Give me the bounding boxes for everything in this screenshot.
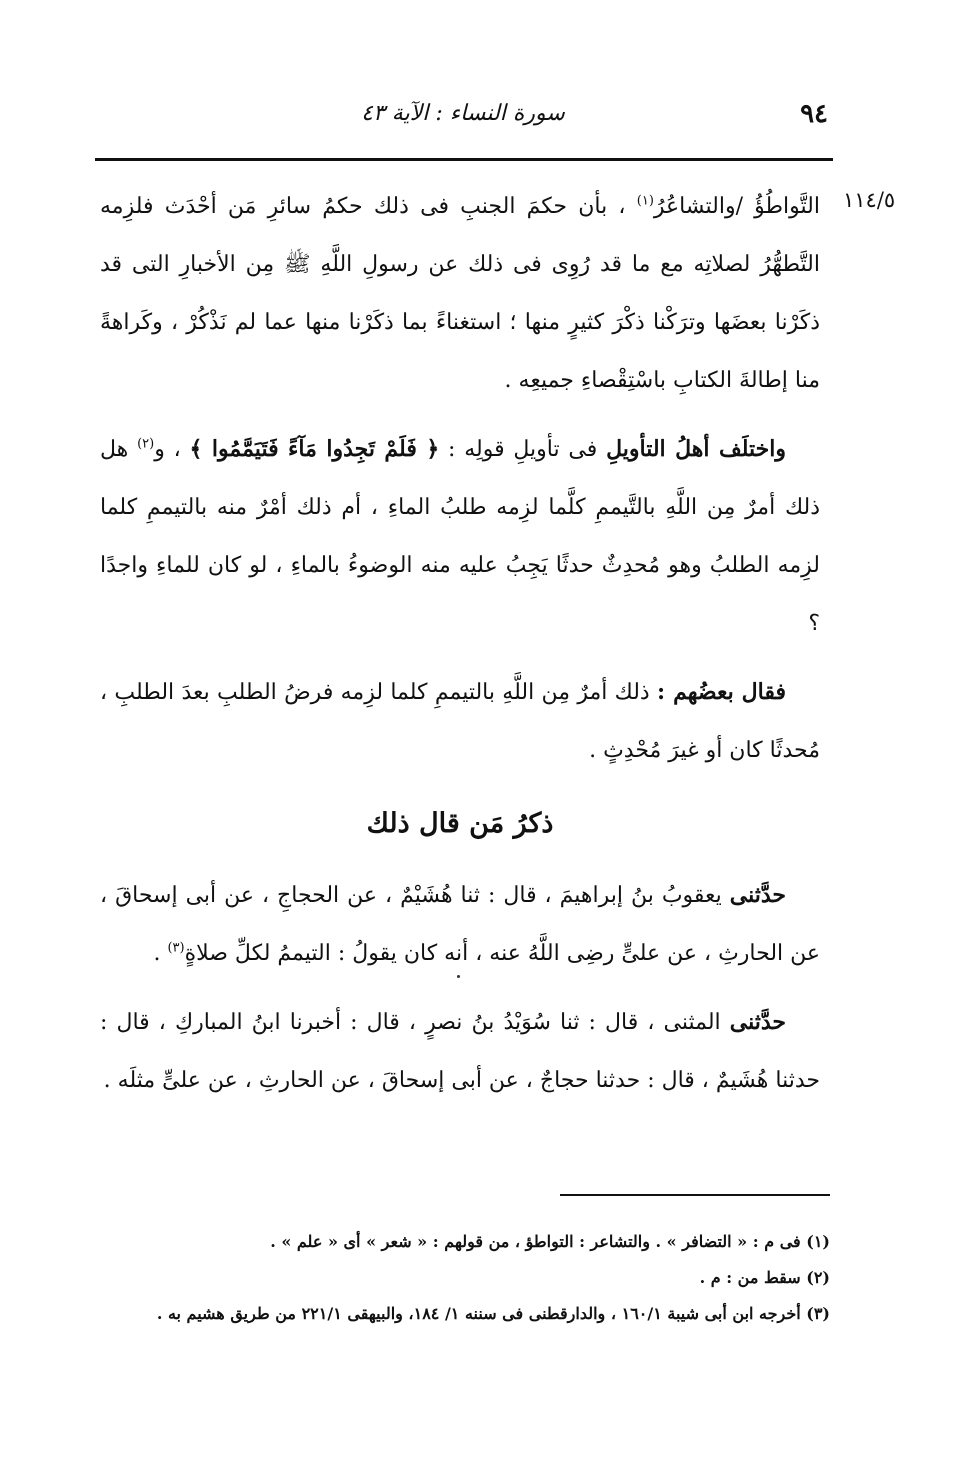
p4-end: . — [153, 941, 161, 966]
footnote-2: (٢) سقط من : م . — [699, 1268, 830, 1287]
p4-rest: يعقوبُ بنُ إبراهيمَ ، قال : ثنا هُشَيْمٌ ، عن الحجاجِ ، عن أبى إسحاقَ ، عن الحارثِ ، عن علىٍّ رضِى اللَّهُ عنه ، أنه كان يقولُ : التيممُ لكلِّ صلاةٍ — [100, 883, 820, 966]
footnote-ref-1: (١) — [636, 193, 654, 209]
page-header — [98, 95, 828, 135]
paragraph-4 — [100, 866, 820, 983]
footnote-3: (٣) أخرجه ابن أبى شيبة ١٦٠/١ ، والدارقطنى فى سننه ١/ ١٨٤، والبيهقى ٢٢١/١ من طريق هشيم به . — [156, 1304, 830, 1323]
margin-reference: ١١٤/٥ — [843, 188, 896, 212]
p2-rest: هل ذلك أمرٌ مِن اللَّهِ بالتَّيممِ كلَّما لزِمه طلبُ الماءِ ، أم ذلك أمْرٌ منه بالتيممِ كلما لزِمه الطلبُ وهو مُحدِثٌ حدثًا يَجِبُ عليه منه الوضوءُ بالماءِ ، لو كان للماءِ واجدًا ؟ — [100, 437, 820, 636]
running-title: سورة النساء : الآية ٤٣ — [361, 101, 565, 126]
p1-rest: ، بأن حكمَ الجنبِ فى ذلك حكمُ سائرِ مَن أحْدَث فلزِمه التَّطهُّرُ لصلاتِه مع ما قد رُوِى فى ذلك عن رسولِ اللَّهِ ﷺ مِن الأخبارِ التى قد ذكَرْنا بعضَها وترَكْنا ذكْرَ كثيرٍ منها ؛ استغناءً بما ذكَرْنا منها عما لم نَذْكُرْ ، وكَراهةً منا إطالةَ الكتابِ باسْتِقْصاءِ جميعِه . — [100, 194, 820, 393]
scan-speck — [457, 975, 460, 978]
footnotes — [110, 1224, 830, 1332]
paragraph-3 — [100, 663, 820, 780]
p5-rest: المثنى ، قال : ثنا سُوَيْدُ بنُ نصرٍ ، قال : أخبرنا ابنُ المباركِ ، قال : حدثنا هُشَيمٌ ، قال : حدثنا حجاجٌ ، عن أبى إسحاقَ ، عن الحارثِ ، عن علىٍّ مثلَه . — [100, 1010, 820, 1093]
paragraph-1 — [100, 178, 820, 410]
paragraph-2 — [100, 420, 820, 653]
footnote-rule — [560, 1194, 830, 1196]
page-number: ٩٤ — [800, 99, 828, 129]
p2-lead: واختلَف أهلُ التأويلِ — [606, 436, 786, 462]
p3-rest: ذلك أمرٌ مِن اللَّهِ بالتيممِ كلما لزِمه فرضُ الطلبِ بعدَ الطلبِ ، مُحدثًا كان أو غيرَ مُحْدِثٍ . — [100, 680, 820, 763]
p5-lead: حدَّثنى — [729, 1009, 787, 1035]
section-heading: ذكرُ مَن قال ذلك — [366, 808, 554, 839]
footnote-1: (١) فى م : « التضافر » . والتشاعر : التواطؤ ، من قولهم : « شعر » أى « علم » . — [270, 1232, 830, 1251]
main-text — [100, 178, 820, 1120]
p2-pre-fn: ، و — [154, 437, 181, 462]
p2-mid: فى تأويلِ قولِه : — [448, 437, 598, 462]
footnote-ref-3: (٣) — [167, 940, 185, 956]
p3-lead: فقال بعضُهم : — [657, 679, 786, 705]
p4-lead: حدَّثنى — [729, 882, 787, 908]
paragraph-5 — [100, 993, 820, 1110]
quran-quote: ﴿ فَلَمْ تَجِدُوا مَآءً فَتَيَمَّمُوا ﴾ — [189, 436, 440, 462]
header-rule — [95, 158, 833, 161]
p1-start: التَّواطُؤُ /والتشاعُرُ — [653, 194, 820, 219]
footnote-ref-2: (٢) — [137, 436, 155, 452]
